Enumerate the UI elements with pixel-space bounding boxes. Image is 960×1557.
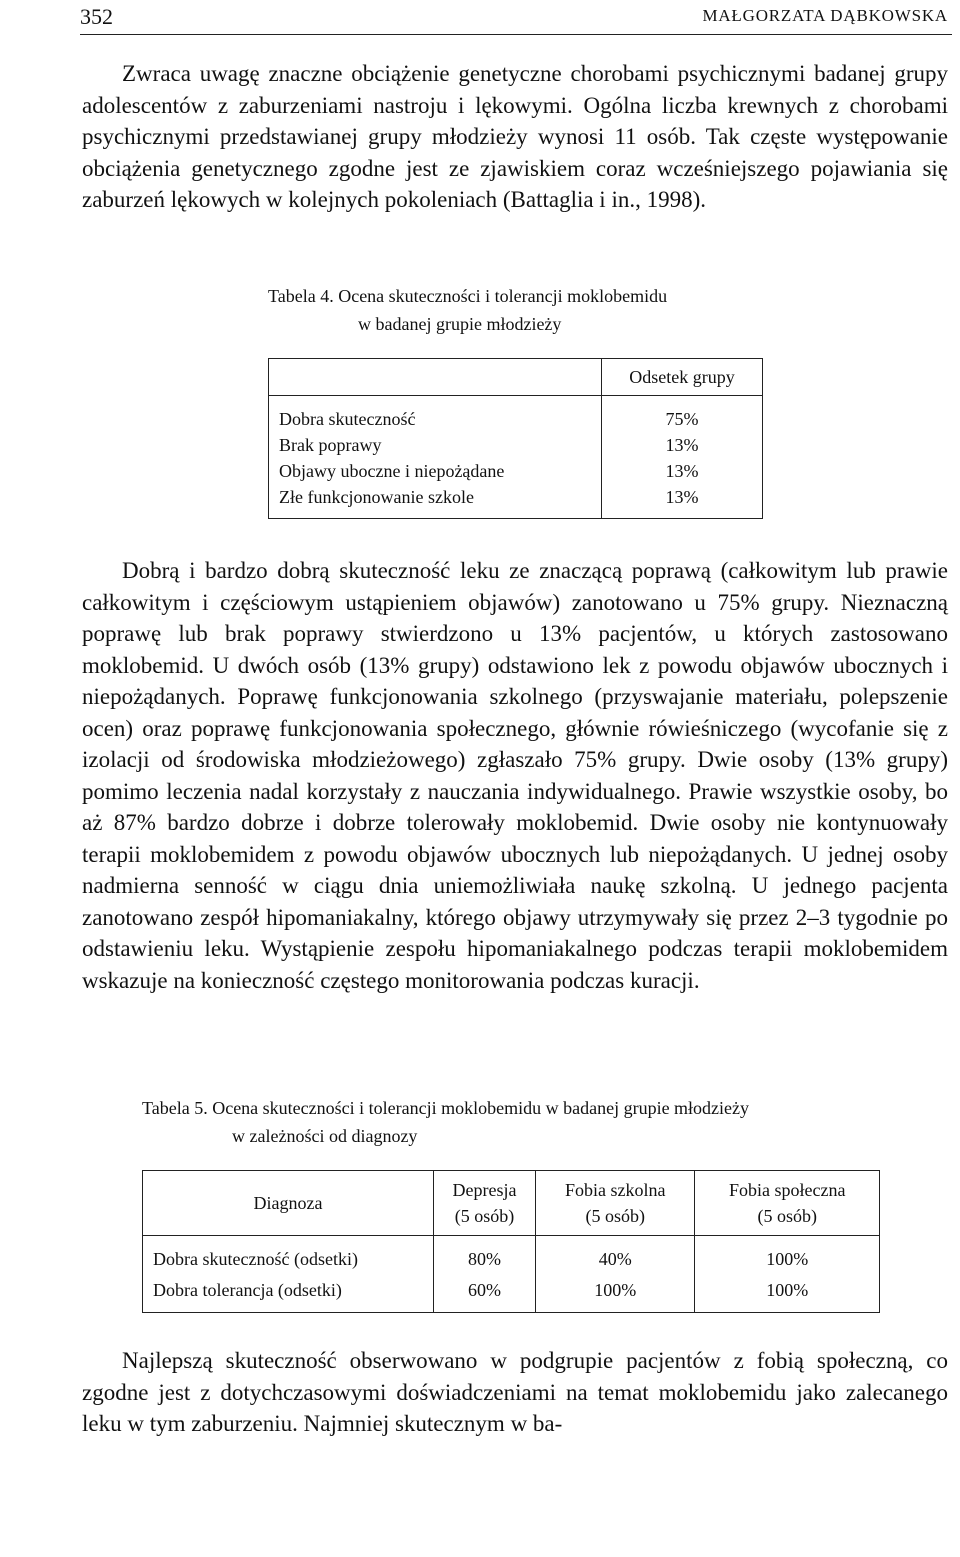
table-4-row-value: 13% xyxy=(602,432,763,458)
table-5-cell: 100% xyxy=(695,1276,880,1313)
table-4-row-label: Objawy uboczne i niepożądane xyxy=(279,460,505,481)
table-5-cell: 60% xyxy=(434,1276,536,1313)
table-5 xyxy=(142,1170,880,1313)
table-5-header-diagnosis: Diagnoza xyxy=(143,1171,434,1236)
table-4 xyxy=(268,358,763,519)
table-5-caption xyxy=(142,1094,902,1150)
table-4-header-percent: Odsetek grupy xyxy=(602,359,763,396)
header-subtitle: (5 osób) xyxy=(757,1206,817,1226)
table-4-caption-line2: w badanej grupie młodzieży xyxy=(358,314,562,334)
table-5-header-row xyxy=(143,1171,880,1236)
header-title: Depresja xyxy=(452,1180,517,1200)
table-5-header-social-phobia xyxy=(695,1171,880,1236)
table-5-cell: 40% xyxy=(536,1236,695,1277)
table-5-cell: 100% xyxy=(695,1236,880,1277)
table-5-row-label: Dobra tolerancja (odsetki) xyxy=(153,1279,342,1300)
table-4-row-label: Złe funkcjonowanie szkole xyxy=(279,486,474,507)
table-5-cell: 80% xyxy=(434,1236,536,1277)
header-subtitle: (5 osób) xyxy=(454,1206,515,1226)
paragraph-2-text: Dobrą i bardzo dobrą skuteczność leku ze znaczącą poprawą (całkowitym lub prawie całkowitym i częściowym ustąpieniem objawów) zanotowano u 75% grupy. Nieznaczną poprawę lub brak poprawy stwierdzono u 13% pacjentów, u których zastosowano moklobemid. U dwóch osób (13% grupy) odstawiono lek z powodu objawów ubocznych i niepożądanych. Poprawę funkcjonowania szkolnego (przyswajanie materiału, polepszenie ocen) oraz poprawę funkcjonowania społecznego, głównie rówieśniczego (wycofanie się z izolacji od środowiska młodzieżowego) zgłaszało 75% grupy. Dwie osoby (13% grupy) pomimo leczenia nadal korzystały z nauczania indywidualnego. Prawie wszystkie osoby, bo aż 87% bardzo dobrze i dobrze tolerowały moklobemid. Dwie osoby nie kontynuowały terapii moklobemidem z powodu objawów ubocznych lub niepożądanych. U jednej osoby nadmierna senność w ciągu dnia uniemożliwiała naukę szkolną. U jednego pacjenta zanotowano zespół hipomaniakalny, którego objawy utrzymywały się przez 2–3 tygodnie po odstawieniu leku. Wystąpienie zespołu hipomaniakalnego podczas terapii moklobemidem wskazuje na konieczność częstego monitorowania podczas kuracji. xyxy=(82,558,948,993)
table-row xyxy=(269,458,763,484)
table-row xyxy=(269,396,763,433)
paragraph-3-text: Najlepszą skuteczność obserwowano w podgrupie pacjentów z fobią społeczną, co zgodne jest z dotychczasowymi doświadczeniami na temat moklobemidu jako zalecanego leku w tym zaburzeniu. Najmniej skutecznym w ba- xyxy=(82,1348,948,1436)
table-row xyxy=(269,432,763,458)
table-5-row-label: Dobra skuteczność (odsetki) xyxy=(153,1248,358,1269)
table-4-caption-line1: Tabela 4. Ocena skuteczności i tolerancji moklobemidu xyxy=(268,286,668,306)
table-5-caption-line1: Tabela 5. Ocena skuteczności i tolerancji moklobemidu w badanej grupie młodzieży xyxy=(142,1098,750,1118)
header-title: Fobia szkolna xyxy=(565,1180,666,1200)
table-5-cell: 100% xyxy=(536,1276,695,1313)
table-4-row-label: Brak poprawy xyxy=(279,434,382,455)
table-row xyxy=(143,1236,880,1277)
table-5-caption-line2: w zależności od diagnozy xyxy=(232,1126,418,1146)
table-4-row-label: Dobra skuteczność xyxy=(279,408,416,429)
table-4-header-empty xyxy=(269,359,602,396)
table-4-row-value: 75% xyxy=(602,396,763,433)
running-head-author: MAŁGORZATA DĄBKOWSKA xyxy=(702,6,948,25)
table-4-row-value: 13% xyxy=(602,484,763,519)
paragraph-3 xyxy=(82,1345,948,1440)
table-5-header-school-phobia xyxy=(536,1171,695,1236)
header-subtitle: (5 osób) xyxy=(585,1206,645,1226)
table-4-row-value: 13% xyxy=(602,458,763,484)
paragraph-1-text: Zwraca uwagę znaczne obciążenie genetyczne chorobami psychicznymi badanej grupy adolescentów z zaburzeniami nastroju i lękowymi. Ogólna liczba krewnych z chorobami psychicznymi przedstawianej grupy młodzieży wynosi 11 osób. Tak częste występowanie obciążenia genetycznego zgodne jest ze zjawiskiem coraz wcześniejszego pojawiania się zaburzeń lękowych w kolejnych pokoleniach (Battaglia i in., 1998). xyxy=(82,61,948,212)
table-4-caption xyxy=(268,282,828,338)
table-5-header-depression xyxy=(434,1171,536,1236)
paragraph-1 xyxy=(82,58,948,216)
header-title: Fobia społeczna xyxy=(729,1180,846,1200)
table-row xyxy=(269,484,763,519)
paragraph-2 xyxy=(82,555,948,996)
table-4-header-row xyxy=(269,359,763,396)
page-number: 352 xyxy=(80,4,113,29)
table-row xyxy=(143,1276,880,1313)
header-rule xyxy=(80,34,952,35)
